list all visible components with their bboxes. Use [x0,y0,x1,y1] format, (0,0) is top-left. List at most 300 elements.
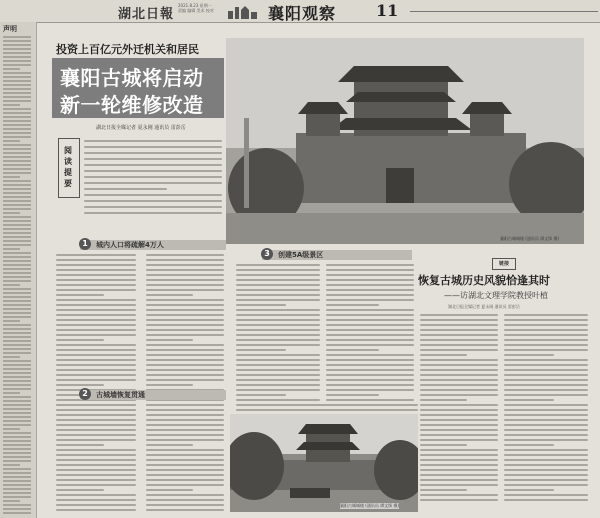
sidebar-text-line [420,484,498,486]
body-text-line [56,454,136,456]
body-text-line [146,469,224,471]
body-text-line [146,474,224,476]
left-strip-text-line [3,172,31,174]
body-text-line [146,274,224,276]
body-text-line [236,339,320,341]
sidebar-text-line [420,464,498,466]
body-text-line [56,464,136,466]
body-text-line [56,374,136,376]
left-strip-text-line [3,148,31,150]
body-text-line [326,344,414,346]
body-text-line [236,409,418,411]
sidebar-text-line [504,449,588,451]
sidebar-text-line [504,494,588,496]
body-text-line [146,509,224,511]
left-strip-title: 声明 [3,25,17,33]
sidebar-text-line [504,379,588,381]
left-strip-text-line [3,96,31,98]
sidebar-text-line [420,344,498,346]
sidebar-text-line [504,364,588,366]
body-text-line [326,284,414,286]
sidebar-text-line [420,329,498,331]
body-text-line [326,354,414,356]
body-text-line [146,419,224,421]
body-text-line [326,359,414,361]
body-text-line [146,489,193,491]
reading-guide-box [58,138,80,198]
body-text-line [146,264,224,266]
body-text-line [56,359,136,361]
left-strip-text-line [3,360,31,362]
left-strip-text-line [3,344,31,346]
body-text-line [146,314,224,316]
left-strip-text-line [3,36,31,38]
body-text-line [56,274,136,276]
body-text-line [146,369,224,371]
body-text-line [146,484,224,486]
left-strip-text-line [3,64,31,66]
body-text-line [56,479,136,481]
lead-text-line [84,164,222,166]
body-text-line [146,344,224,346]
body-text-line [146,269,224,271]
left-strip-text-line [3,128,31,130]
body-text-line [146,379,224,381]
left-strip-text-line [3,500,20,502]
body-text-line [146,504,224,506]
sidebar-text-line [504,429,588,431]
left-strip-text-line [3,244,31,246]
left-strip-text-line [3,484,31,486]
body-text-line [146,464,224,466]
section-title-2: 古城墙恢复贯通 [96,391,145,399]
body-text-line [56,349,136,351]
body-text-line [326,294,414,296]
body-text-line [56,289,136,291]
body-text-line [326,384,414,386]
body-text-line [146,354,224,356]
body-text-line [236,329,320,331]
left-strip-text-line [3,288,31,290]
body-text-line [326,289,414,291]
left-strip-text-line [3,336,31,338]
body-text-line [56,294,104,296]
left-strip-text-line [3,164,31,166]
body-text-line [56,314,136,316]
body-text-line [56,269,136,271]
left-strip-text-line [3,460,31,462]
body-text-line [56,504,136,506]
sidebar-text-line [504,454,588,456]
sidebar-text-line [504,374,588,376]
sidebar-text-line [504,384,588,386]
left-strip-text-line [3,300,31,302]
body-text-line [56,279,136,281]
left-strip-text-line [3,136,31,138]
left-strip-text-line [3,432,31,434]
sidebar-text-line [420,454,498,456]
left-strip-text-line [3,384,31,386]
body-text-line [56,419,136,421]
body-text-line [236,309,320,311]
body-text-line [236,379,320,381]
body-text-line [236,374,320,376]
left-strip-text-line [3,228,31,230]
body-text-line [56,344,136,346]
section-title-1: 城内人口将疏解4万人 [96,241,164,249]
body-text-line [56,414,136,416]
sidebar-text-line [504,434,588,436]
left-strip-text-line [3,84,31,86]
sidebar-text-line [420,474,498,476]
body-text-line [146,424,224,426]
hero-photo [226,38,584,244]
left-strip-text-line [3,264,31,266]
body-text-line [56,509,136,511]
body-text-line [146,329,224,331]
left-strip-text-line [3,320,20,322]
body-text-line [56,284,136,286]
left-strip-text-line [3,416,31,418]
issue-date [178,3,224,13]
left-strip-text-line [3,380,31,382]
date-line-1: 2021.8.23 星期一 [178,3,212,8]
body-text-line [326,319,414,321]
hero-photo-caption: 襄阳古城城楼 (通讯员 谭文锋 摄) [500,236,559,241]
city-skyline-icon [226,4,260,19]
sidebar-text-line [420,364,498,366]
sidebar-text-line [420,489,467,491]
sidebar-text-line [504,479,588,481]
body-text-line [56,429,136,431]
left-strip-text-line [3,512,31,514]
body-text-line [146,479,224,481]
left-strip-text-line [3,220,31,222]
sidebar-text-line [504,409,588,411]
body-text-line [56,474,136,476]
left-strip-text-line [3,40,31,42]
body-text-line [326,264,414,266]
body-text-line [146,454,224,456]
sidebar-text-line [420,404,498,406]
left-strip-text-line [3,60,31,62]
left-strip-text-line [3,444,31,446]
left-strip-text-line [3,332,31,334]
body-text-line [236,344,320,346]
left-strip-text-line [3,404,31,406]
left-strip-text-line [3,464,20,466]
body-text-line [146,459,224,461]
body-text-line [326,309,414,311]
body-text-line [236,389,320,391]
body-text-line [146,259,224,261]
sidebar-subtitle: ——访湖北文理学院教授叶植 [444,291,548,300]
left-strip-text-line [3,252,31,254]
body-text-line [146,404,224,406]
sidebar-text-line [504,359,588,361]
sidebar-text-line [504,314,588,316]
body-text-line [56,379,136,381]
left-strip-text-line [3,340,31,342]
left-strip-text-line [3,184,31,186]
body-text-line [146,444,193,446]
left-strip-text-line [3,364,31,366]
sidebar-text-line [504,394,588,396]
body-text-line [236,279,320,281]
body-text-line [146,279,224,281]
left-strip-text-line [3,176,20,178]
sidebar-text-line [504,444,554,446]
body-text-line [56,484,136,486]
left-strip-text-line [3,180,31,182]
left-strip-text-line [3,456,31,458]
sidebar-text-line [420,349,498,351]
article-headline [52,58,224,118]
body-text-line [236,264,320,266]
left-strip-text-line [3,376,31,378]
body-text-line [236,294,320,296]
body-text-line [236,319,320,321]
left-strip-text-line [3,304,31,306]
body-text-line [236,314,320,316]
left-strip-text-line [3,52,31,54]
body-text-line [326,369,414,371]
body-text-line [56,259,136,261]
body-text-line [236,299,320,301]
body-text-line [146,284,224,286]
left-strip-text-line [3,108,31,110]
left-strip-text-line [3,488,31,490]
left-strip-text-line [3,280,31,282]
body-text-line [146,299,224,301]
left-strip-text-line [3,216,31,218]
left-strip-text-line [3,472,31,474]
city-gate-tower-image [226,38,584,244]
body-text-line [56,354,136,356]
newspaper-logo: 湖北日報 [118,7,175,22]
left-strip-text-line [3,192,31,194]
lead-text-line [84,182,222,184]
body-text-line [146,334,224,336]
body-text-line [56,469,136,471]
body-text-line [56,449,136,451]
sidebar-text-line [420,319,498,321]
body-text-line [236,349,286,351]
left-strip-text-line [3,504,31,506]
section-heading-1 [80,240,226,250]
sidebar-text-line [420,479,498,481]
sidebar-title: 恢复古城历史风貌恰逢其时 [418,274,550,287]
body-text-line [146,319,224,321]
left-strip-text-line [3,476,31,478]
sidebar-text-line [504,414,588,416]
body-text-line [146,304,224,306]
reading-guide-label: 阅读提要 [64,146,72,188]
left-strip-text-line [3,496,31,498]
left-strip-text-line [3,400,31,402]
left-strip-text-line [3,156,31,158]
left-strip-text-line [3,208,31,210]
body-text-line [236,359,320,361]
sidebar-text-line [420,314,498,316]
body-text-line [146,499,224,501]
body-text-line [56,339,104,341]
body-text-line [236,334,320,336]
left-strip-text-line [3,448,31,450]
left-strip-text-line [3,240,31,242]
body-text-line [326,394,379,396]
left-strip-text-line [3,144,31,146]
sidebar-text-line [504,354,554,356]
left-strip-text-line [3,408,31,410]
left-strip-text-line [3,212,20,214]
body-text-line [326,389,414,391]
left-strip-text-line [3,132,31,134]
body-text-line [146,439,224,441]
left-strip-text-line [3,88,31,90]
body-text-line [56,309,136,311]
sidebar-text-line [420,409,498,411]
sidebar-text-line [420,334,498,336]
sidebar-text-line [504,464,588,466]
second-photo [230,414,418,512]
sidebar-text-line [420,459,498,461]
lead-text-line [84,170,222,172]
left-strip-text-line [3,268,31,270]
left-strip-text-line [3,120,31,122]
city-wall-gate-image [230,414,418,512]
sidebar-text-line [420,394,498,396]
left-strip-text-line [3,196,31,198]
body-text-line [236,364,320,366]
headline-line-1: 襄阳古城将启动 [60,66,204,90]
sidebar-text-line [504,329,588,331]
lead-text-line [84,140,222,142]
article-kicker: 投资上百亿元外迁机关和居民 [56,43,199,56]
sidebar-text-line [504,439,588,441]
left-strip-text-line [3,56,31,58]
body-text-line [56,439,136,441]
sidebar-link-tag: 链接 [492,258,516,270]
left-strip-text-line [3,452,31,454]
left-strip-text-line [3,352,31,354]
sidebar-text-line [420,379,498,381]
body-text-line [326,274,414,276]
body-text-line [56,334,136,336]
lead-text-line [84,146,222,148]
body-text-line [56,264,136,266]
left-strip-text-line [3,312,31,314]
body-text-line [146,384,193,386]
headline-line-2: 新一轮维修改造 [60,93,204,117]
body-text-line [236,404,418,406]
section-title: 襄阳观察 [268,4,337,23]
sidebar-text-line [420,374,498,376]
lead-text-line [84,206,222,208]
sidebar-text-line [504,459,588,461]
body-text-line [56,329,136,331]
sidebar-text-line [420,429,498,431]
left-strip-text-line [3,296,31,298]
left-strip-text-line [3,116,31,118]
masthead-rule [410,11,598,12]
left-strip-text-line [3,292,31,294]
body-text-line [236,384,320,386]
date-line-2: 责编 编辑 美术 校对 [178,8,214,13]
sidebar-text-line [420,384,498,386]
left-strip-text-line [3,236,31,238]
sidebar-text-line [504,419,588,421]
body-text-line [146,359,224,361]
body-text-line [326,304,379,306]
lead-text-line [84,194,222,196]
body-text-line [146,349,224,351]
sidebar-text-line [504,499,588,501]
left-strip-text-line [3,204,31,206]
sidebar-text-line [504,344,588,346]
body-text-line [326,349,379,351]
left-strip-text-line [3,272,31,274]
left-strip-text-line [3,316,31,318]
body-text-line [146,414,224,416]
left-strip-text-line [3,168,31,170]
sidebar-text-line [420,359,498,361]
section-heading-2 [80,390,226,400]
body-text-line [56,299,136,301]
sidebar-text-line [504,469,588,471]
sidebar-text-line [420,389,498,391]
lead-text-line [84,188,167,190]
left-strip-text-line [3,372,31,374]
body-text-line [326,374,414,376]
left-strip-text-line [3,368,31,370]
sidebar-text-line [504,339,588,341]
sidebar-text-line [420,424,498,426]
left-strip-text-line [3,392,20,394]
body-text-line [146,449,224,451]
sidebar-text-line [420,439,498,441]
left-strip-text-line [3,492,31,494]
sidebar-text-line [504,489,554,491]
body-text-line [146,254,224,256]
sidebar-text-line [420,444,467,446]
sidebar-text-line [420,469,498,471]
body-text-line [146,339,193,341]
second-photo-caption: 襄阳古城城楼 (通讯员 谭文锋 摄) [340,503,399,508]
body-text-line [56,489,104,491]
body-text-line [326,314,414,316]
body-text-line [326,279,414,281]
sidebar-text-line [504,319,588,321]
left-strip-text-line [3,44,31,46]
sidebar-text-line [504,389,588,391]
body-text-line [236,284,320,286]
left-strip-text-line [3,124,31,126]
body-text-line [56,254,136,256]
body-text-line [56,304,136,306]
sidebar-text-line [504,369,588,371]
left-strip-text-line [3,348,31,350]
body-text-line [56,434,136,436]
body-text-line [326,324,414,326]
sidebar-text-line [420,399,467,401]
sidebar-text-line [420,339,498,341]
sidebar-text-line [420,449,498,451]
body-text-line [146,364,224,366]
sidebar-text-line [420,354,467,356]
left-strip-text-line [3,232,31,234]
section-number-2: 2 [79,388,91,400]
